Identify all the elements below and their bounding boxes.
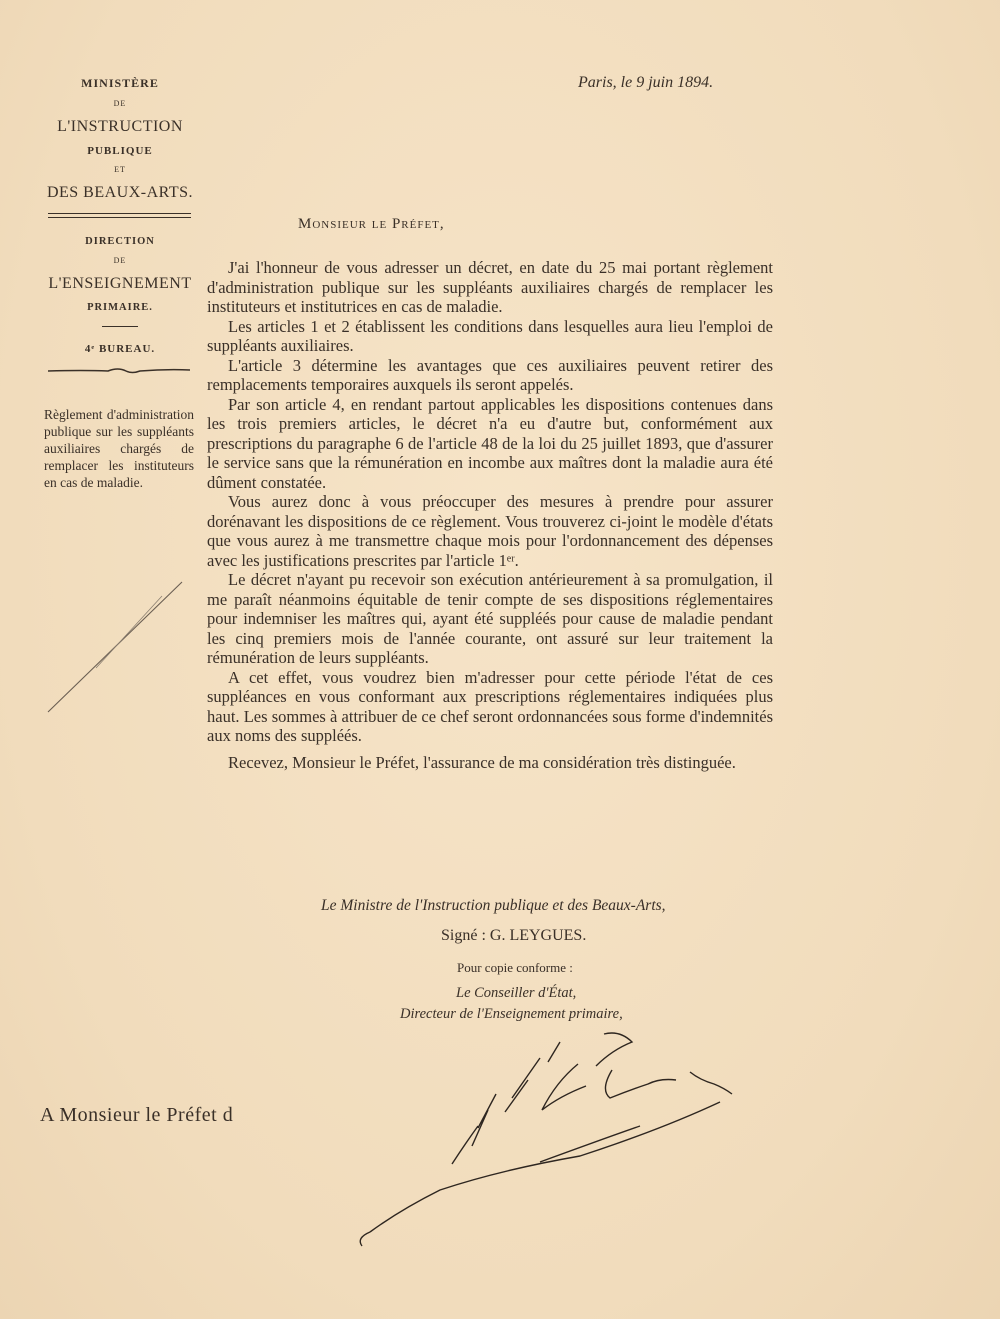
letter-body	[207, 258, 773, 772]
closing-paragraph: Recevez, Monsieur le Préfet, l'assurance de ma considération très distinguée.	[228, 752, 736, 772]
pencil-slash-mark	[96, 596, 162, 668]
copy-conforme: Pour copie conforme :	[457, 960, 573, 975]
paragraph: A cet effet, vous voudrez bien m'adresser pour cette période l'état de ces suppléances en vous conformant aux prescriptions réglementaires indiquées plus haut. Les sommes à attribuer de ce chef seront ordonnancées sous forme d'indemnités aux noms des suppléés.	[207, 667, 773, 745]
flourish-divider	[48, 365, 190, 377]
margin-summary-note: Règlement d'administration publique sur les suppléants auxiliaires chargés de remplacer les instituteurs en cas de maladie.	[44, 407, 194, 490]
letterhead-publique: PUBLIQUE	[87, 145, 153, 157]
pencil-slash-mark	[48, 582, 182, 712]
letterhead-primaire: PRIMAIRE.	[87, 302, 153, 313]
letterhead-et: ET	[114, 165, 126, 174]
counsel-title: Le Conseiller d'État,	[456, 985, 577, 1001]
paragraph: Le décret n'ayant pu recevoir son exécution antérieurement à sa promulgation, il me paraît néanmoins équitable de tenir compte de ses dispositions réglementaires pour indemniser les maîtres qui, ayant été suppléés pour cause de maladie pendant les cinq premiers mois de l'année courante, ont assuré sur leur traitement la rémunération de leurs suppléants.	[207, 570, 773, 667]
letterhead-direction: DIRECTION	[85, 236, 155, 247]
letterhead-instruction: L'INSTRUCTION	[57, 118, 183, 135]
letterhead-enseignement: L'ENSEIGNEMENT	[48, 275, 192, 292]
paragraph: Les articles 1 et 2 établissent les conditions dans lesquelles aura lieu l'emploi de suppléants auxiliaires.	[207, 316, 773, 355]
signature-scrawl	[360, 1033, 732, 1246]
letterhead-de: DE	[113, 99, 127, 108]
letterhead-de-2: DE	[113, 256, 127, 265]
minister-title: Le Ministre de l'Instruction publique et des Beaux-Arts,	[321, 897, 666, 914]
paragraph: J'ai l'honneur de vous adresser un décret, en date du 25 mai portant règlement d'administration publique sur les suppléants auxiliaires chargés de remplacer les instituteurs et institutrices en cas de maladie.	[207, 258, 773, 316]
paragraph: L'article 3 détermine les avantages que ces auxiliaires peuvent retirer des remplacements temporaires auxquels ils seront appelés.	[207, 355, 773, 394]
letterhead-bureau: 4ᵉ BUREAU.	[84, 343, 156, 355]
paragraph: Vous aurez donc à vous préoccuper des mesures à prendre pour assurer dorénavant les dispositions de ce règlement. Vous trouverez ci-joint le modèle d'états que vous aurez à me transmettre chaque mois pour l'ordonnancement des dépenses avec les justifications prescrites par l'article 1ᵉʳ.	[207, 492, 773, 570]
paragraph: Par son article 4, en rendant partout applicables les dispositions contenues dans les trois premiers articles, le décret n'a eu d'autre but, conformément aux prescriptions du paragraphe 6 de l'article 48 de la loi du 25 juillet 1893, que d'assurer le service sans que la rémunération en incombe aux maîtres dont la maladie aura été dûment constatée.	[207, 394, 773, 492]
letter-date: Paris, le 9 juin 1894.	[578, 74, 714, 91]
addressee-line: A Monsieur le Préfet d	[40, 1104, 234, 1126]
letterhead-ministere: MINISTÈRE	[81, 76, 159, 90]
letterhead-beaux-arts: DES BEAUX-ARTS.	[46, 184, 194, 201]
letterhead-short-rule	[102, 326, 138, 327]
signed-line: Signé : G. LEYGUES.	[441, 927, 587, 944]
director-title: Directeur de l'Enseignement primaire,	[400, 1006, 623, 1022]
salutation: Monsieur le Préfet,	[298, 216, 445, 232]
letterhead-rule-2	[48, 217, 191, 218]
letterhead-rule	[48, 213, 191, 214]
